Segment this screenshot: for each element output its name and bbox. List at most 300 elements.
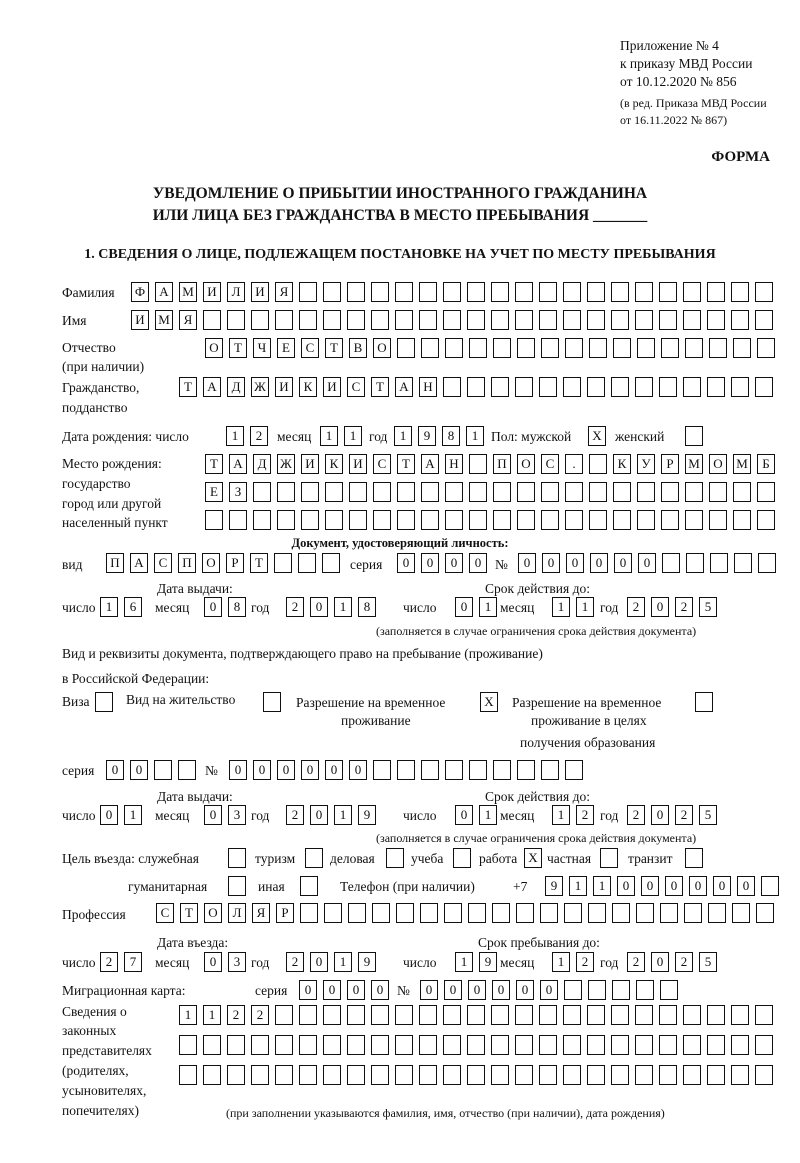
char-cell[interactable]: [515, 282, 533, 302]
char-cell[interactable]: [251, 310, 269, 330]
char-cell[interactable]: [371, 310, 389, 330]
stay-issue-day-field[interactable]: [100, 805, 142, 825]
char-cell[interactable]: [493, 482, 511, 502]
char-cell[interactable]: [709, 510, 727, 530]
char-cell[interactable]: 0: [614, 553, 632, 573]
char-cell[interactable]: [395, 1005, 413, 1025]
char-cell[interactable]: 3: [228, 952, 246, 972]
stay-valid-day-field[interactable]: [455, 805, 497, 825]
surname-field[interactable]: [131, 282, 773, 302]
char-cell[interactable]: [541, 338, 559, 358]
char-cell[interactable]: [372, 903, 390, 923]
char-cell[interactable]: 2: [100, 952, 118, 972]
char-cell[interactable]: [371, 1065, 389, 1085]
char-cell[interactable]: 1: [334, 952, 352, 972]
char-cell[interactable]: [299, 1035, 317, 1055]
char-cell[interactable]: [443, 1005, 461, 1025]
char-cell[interactable]: [565, 510, 583, 530]
temp-residence-edu-checkbox[interactable]: [695, 692, 713, 712]
char-cell[interactable]: 0: [277, 760, 295, 780]
name-field[interactable]: [131, 310, 773, 330]
char-cell[interactable]: [347, 1065, 365, 1085]
char-cell[interactable]: [755, 1035, 773, 1055]
char-cell[interactable]: И: [203, 282, 221, 302]
checkbox-cell[interactable]: [685, 848, 703, 868]
char-cell[interactable]: 0: [106, 760, 124, 780]
sex-female-checkbox[interactable]: [685, 426, 703, 446]
char-cell[interactable]: [419, 1065, 437, 1085]
char-cell[interactable]: [661, 482, 679, 502]
char-cell[interactable]: [324, 903, 342, 923]
char-cell[interactable]: [587, 310, 605, 330]
char-cell[interactable]: Я: [275, 282, 293, 302]
char-cell[interactable]: К: [299, 377, 317, 397]
char-cell[interactable]: [349, 510, 367, 530]
char-cell[interactable]: [154, 760, 172, 780]
char-cell[interactable]: [613, 338, 631, 358]
char-cell[interactable]: [275, 1035, 293, 1055]
char-cell[interactable]: [611, 1035, 629, 1055]
char-cell[interactable]: [659, 1065, 677, 1085]
char-cell[interactable]: [491, 1005, 509, 1025]
char-cell[interactable]: 0: [253, 760, 271, 780]
char-cell[interactable]: [421, 338, 439, 358]
char-cell[interactable]: [349, 482, 367, 502]
visa-checkbox[interactable]: [95, 692, 113, 712]
purpose-study-checkbox[interactable]: [453, 848, 471, 868]
char-cell[interactable]: И: [323, 377, 341, 397]
char-cell[interactable]: Д: [253, 454, 271, 474]
char-cell[interactable]: 0: [651, 597, 669, 617]
char-cell[interactable]: 0: [651, 805, 669, 825]
char-cell[interactable]: 2: [286, 805, 304, 825]
purpose-work-checkbox[interactable]: [524, 848, 542, 868]
char-cell[interactable]: [419, 282, 437, 302]
checkbox-cell[interactable]: X: [524, 848, 542, 868]
char-cell[interactable]: [371, 1005, 389, 1025]
checkbox-cell[interactable]: [453, 848, 471, 868]
char-cell[interactable]: А: [130, 553, 148, 573]
char-cell[interactable]: [298, 553, 316, 573]
migration-series-field[interactable]: [299, 980, 389, 1000]
char-cell[interactable]: [323, 310, 341, 330]
char-cell[interactable]: .: [565, 454, 583, 474]
char-cell[interactable]: [707, 282, 725, 302]
char-cell[interactable]: [683, 1005, 701, 1025]
char-cell[interactable]: 0: [323, 980, 341, 1000]
char-cell[interactable]: 1: [479, 805, 497, 825]
char-cell[interactable]: С: [373, 454, 391, 474]
char-cell[interactable]: [227, 1065, 245, 1085]
char-cell[interactable]: [733, 510, 751, 530]
stay-number-field[interactable]: [229, 760, 583, 780]
birth-year-field[interactable]: [394, 426, 484, 446]
char-cell[interactable]: [469, 482, 487, 502]
char-cell[interactable]: [685, 482, 703, 502]
id-valid-month-field[interactable]: [552, 597, 594, 617]
char-cell[interactable]: [421, 482, 439, 502]
checkbox-cell[interactable]: [263, 692, 281, 712]
stay-series-field[interactable]: [106, 760, 196, 780]
char-cell[interactable]: [491, 310, 509, 330]
char-cell[interactable]: [755, 1005, 773, 1025]
char-cell[interactable]: [323, 282, 341, 302]
stay-year-field[interactable]: [627, 952, 717, 972]
char-cell[interactable]: 3: [228, 805, 246, 825]
char-cell[interactable]: [373, 510, 391, 530]
char-cell[interactable]: В: [349, 338, 367, 358]
char-cell[interactable]: [397, 338, 415, 358]
char-cell[interactable]: 0: [590, 553, 608, 573]
char-cell[interactable]: 0: [689, 876, 707, 896]
char-cell[interactable]: 1: [203, 1005, 221, 1025]
char-cell[interactable]: [756, 903, 774, 923]
char-cell[interactable]: [299, 310, 317, 330]
id-series-field[interactable]: [397, 553, 487, 573]
char-cell[interactable]: [563, 377, 581, 397]
char-cell[interactable]: 8: [358, 597, 376, 617]
char-cell[interactable]: [251, 1065, 269, 1085]
char-cell[interactable]: У: [637, 454, 655, 474]
char-cell[interactable]: 1: [576, 597, 594, 617]
char-cell[interactable]: [229, 510, 247, 530]
char-cell[interactable]: О: [517, 454, 535, 474]
char-cell[interactable]: [347, 1035, 365, 1055]
char-cell[interactable]: [469, 510, 487, 530]
char-cell[interactable]: 2: [675, 597, 693, 617]
char-cell[interactable]: [635, 282, 653, 302]
char-cell[interactable]: [347, 282, 365, 302]
char-cell[interactable]: 0: [540, 980, 558, 1000]
char-cell[interactable]: [275, 1005, 293, 1025]
char-cell[interactable]: [491, 1035, 509, 1055]
reps-field-1[interactable]: [179, 1005, 773, 1025]
char-cell[interactable]: [611, 377, 629, 397]
char-cell[interactable]: [659, 310, 677, 330]
char-cell[interactable]: [445, 482, 463, 502]
char-cell[interactable]: [684, 903, 702, 923]
char-cell[interactable]: 0: [492, 980, 510, 1000]
char-cell[interactable]: [467, 282, 485, 302]
char-cell[interactable]: [277, 482, 295, 502]
char-cell[interactable]: 7: [124, 952, 142, 972]
char-cell[interactable]: 1: [334, 597, 352, 617]
char-cell[interactable]: [467, 310, 485, 330]
char-cell[interactable]: [541, 760, 559, 780]
char-cell[interactable]: [755, 1065, 773, 1085]
char-cell[interactable]: [539, 1035, 557, 1055]
char-cell[interactable]: 0: [310, 952, 328, 972]
char-cell[interactable]: Е: [205, 482, 223, 502]
char-cell[interactable]: [467, 377, 485, 397]
char-cell[interactable]: 2: [251, 1005, 269, 1025]
purpose-other-checkbox[interactable]: [300, 876, 318, 896]
char-cell[interactable]: Р: [276, 903, 294, 923]
char-cell[interactable]: [686, 553, 704, 573]
char-cell[interactable]: [397, 510, 415, 530]
char-cell[interactable]: [707, 1005, 725, 1025]
char-cell[interactable]: [563, 1035, 581, 1055]
char-cell[interactable]: [299, 1005, 317, 1025]
char-cell[interactable]: [589, 482, 607, 502]
char-cell[interactable]: [469, 338, 487, 358]
char-cell[interactable]: [469, 454, 487, 474]
char-cell[interactable]: [373, 760, 391, 780]
char-cell[interactable]: [493, 510, 511, 530]
char-cell[interactable]: А: [203, 377, 221, 397]
char-cell[interactable]: [708, 903, 726, 923]
char-cell[interactable]: 1: [569, 876, 587, 896]
char-cell[interactable]: [371, 1035, 389, 1055]
char-cell[interactable]: [733, 338, 751, 358]
char-cell[interactable]: [589, 338, 607, 358]
char-cell[interactable]: [757, 510, 775, 530]
char-cell[interactable]: [275, 310, 293, 330]
char-cell[interactable]: Л: [227, 282, 245, 302]
sex-male-checkbox[interactable]: [588, 426, 606, 446]
char-cell[interactable]: 9: [418, 426, 436, 446]
char-cell[interactable]: 2: [227, 1005, 245, 1025]
char-cell[interactable]: [660, 903, 678, 923]
char-cell[interactable]: [419, 1035, 437, 1055]
char-cell[interactable]: [755, 282, 773, 302]
stay-valid-year-field[interactable]: [627, 805, 717, 825]
char-cell[interactable]: [564, 980, 582, 1000]
char-cell[interactable]: [683, 377, 701, 397]
char-cell[interactable]: [395, 1065, 413, 1085]
char-cell[interactable]: [517, 510, 535, 530]
stay-issue-month-field[interactable]: [204, 805, 246, 825]
char-cell[interactable]: [275, 1065, 293, 1085]
char-cell[interactable]: [707, 1065, 725, 1085]
stay-valid-month-field[interactable]: [552, 805, 594, 825]
char-cell[interactable]: [589, 510, 607, 530]
char-cell[interactable]: 0: [349, 760, 367, 780]
char-cell[interactable]: [397, 760, 415, 780]
char-cell[interactable]: [709, 482, 727, 502]
char-cell[interactable]: Р: [661, 454, 679, 474]
char-cell[interactable]: Т: [250, 553, 268, 573]
entry-year-field[interactable]: [286, 952, 376, 972]
id-issue-day-field[interactable]: [100, 597, 142, 617]
char-cell[interactable]: 2: [627, 952, 645, 972]
char-cell[interactable]: 1: [552, 805, 570, 825]
char-cell[interactable]: 0: [651, 952, 669, 972]
char-cell[interactable]: А: [395, 377, 413, 397]
char-cell[interactable]: С: [541, 454, 559, 474]
char-cell[interactable]: [635, 1005, 653, 1025]
birthplace-field-1[interactable]: [205, 454, 775, 474]
char-cell[interactable]: 0: [204, 805, 222, 825]
char-cell[interactable]: 1: [466, 426, 484, 446]
char-cell[interactable]: П: [106, 553, 124, 573]
char-cell[interactable]: 0: [325, 760, 343, 780]
char-cell[interactable]: [587, 377, 605, 397]
char-cell[interactable]: И: [131, 310, 149, 330]
entry-month-field[interactable]: [204, 952, 246, 972]
char-cell[interactable]: [757, 338, 775, 358]
char-cell[interactable]: Т: [229, 338, 247, 358]
char-cell[interactable]: [516, 903, 534, 923]
char-cell[interactable]: [707, 377, 725, 397]
char-cell[interactable]: [563, 1065, 581, 1085]
char-cell[interactable]: [323, 1005, 341, 1025]
checkbox-cell[interactable]: [695, 692, 713, 712]
char-cell[interactable]: [636, 903, 654, 923]
char-cell[interactable]: 1: [552, 952, 570, 972]
char-cell[interactable]: Я: [179, 310, 197, 330]
char-cell[interactable]: 8: [442, 426, 460, 446]
char-cell[interactable]: Т: [179, 377, 197, 397]
char-cell[interactable]: [274, 553, 292, 573]
char-cell[interactable]: [731, 310, 749, 330]
char-cell[interactable]: [445, 510, 463, 530]
char-cell[interactable]: [732, 903, 750, 923]
purpose-private-checkbox[interactable]: [600, 848, 618, 868]
char-cell[interactable]: [587, 1005, 605, 1025]
char-cell[interactable]: [515, 1005, 533, 1025]
char-cell[interactable]: [659, 282, 677, 302]
char-cell[interactable]: [731, 282, 749, 302]
char-cell[interactable]: [539, 282, 557, 302]
char-cell[interactable]: [637, 482, 655, 502]
char-cell[interactable]: 0: [310, 805, 328, 825]
char-cell[interactable]: [205, 510, 223, 530]
char-cell[interactable]: [709, 338, 727, 358]
char-cell[interactable]: [755, 310, 773, 330]
char-cell[interactable]: [443, 282, 461, 302]
char-cell[interactable]: [445, 338, 463, 358]
char-cell[interactable]: С: [154, 553, 172, 573]
char-cell[interactable]: [300, 903, 318, 923]
char-cell[interactable]: [611, 310, 629, 330]
char-cell[interactable]: 0: [542, 553, 560, 573]
char-cell[interactable]: 9: [358, 805, 376, 825]
char-cell[interactable]: 2: [576, 805, 594, 825]
char-cell[interactable]: [395, 1035, 413, 1055]
char-cell[interactable]: Т: [397, 454, 415, 474]
char-cell[interactable]: К: [613, 454, 631, 474]
char-cell[interactable]: [565, 760, 583, 780]
char-cell[interactable]: [541, 510, 559, 530]
char-cell[interactable]: [588, 980, 606, 1000]
char-cell[interactable]: 0: [229, 760, 247, 780]
char-cell[interactable]: [493, 338, 511, 358]
char-cell[interactable]: 5: [699, 805, 717, 825]
char-cell[interactable]: [301, 482, 319, 502]
char-cell[interactable]: [539, 1005, 557, 1025]
entry-day-field[interactable]: [100, 952, 142, 972]
char-cell[interactable]: 0: [468, 980, 486, 1000]
char-cell[interactable]: [347, 310, 365, 330]
char-cell[interactable]: 0: [310, 597, 328, 617]
char-cell[interactable]: [564, 903, 582, 923]
char-cell[interactable]: 1: [124, 805, 142, 825]
checkbox-cell[interactable]: [305, 848, 323, 868]
char-cell[interactable]: Е: [277, 338, 295, 358]
birthplace-field-2[interactable]: [205, 482, 775, 502]
char-cell[interactable]: 0: [130, 760, 148, 780]
char-cell[interactable]: [467, 1035, 485, 1055]
char-cell[interactable]: [251, 1035, 269, 1055]
char-cell[interactable]: [611, 1005, 629, 1025]
id-issue-year-field[interactable]: [286, 597, 376, 617]
checkbox-cell[interactable]: [95, 692, 113, 712]
char-cell[interactable]: [563, 282, 581, 302]
char-cell[interactable]: [253, 482, 271, 502]
citizenship-field[interactable]: [179, 377, 773, 397]
char-cell[interactable]: [467, 1065, 485, 1085]
char-cell[interactable]: З: [229, 482, 247, 502]
char-cell[interactable]: [563, 1005, 581, 1025]
char-cell[interactable]: 9: [545, 876, 563, 896]
char-cell[interactable]: [347, 1005, 365, 1025]
char-cell[interactable]: 2: [576, 952, 594, 972]
char-cell[interactable]: [612, 903, 630, 923]
char-cell[interactable]: 1: [344, 426, 362, 446]
char-cell[interactable]: [563, 310, 581, 330]
char-cell[interactable]: 1: [455, 952, 473, 972]
char-cell[interactable]: 9: [358, 952, 376, 972]
char-cell[interactable]: [637, 338, 655, 358]
char-cell[interactable]: М: [155, 310, 173, 330]
migration-number-field[interactable]: [420, 980, 678, 1000]
char-cell[interactable]: [565, 482, 583, 502]
char-cell[interactable]: [710, 553, 728, 573]
char-cell[interactable]: Ч: [253, 338, 271, 358]
char-cell[interactable]: [421, 760, 439, 780]
char-cell[interactable]: [685, 338, 703, 358]
char-cell[interactable]: [661, 338, 679, 358]
char-cell[interactable]: 0: [455, 597, 473, 617]
char-cell[interactable]: [322, 553, 340, 573]
char-cell[interactable]: 1: [593, 876, 611, 896]
birth-day-field[interactable]: [226, 426, 268, 446]
char-cell[interactable]: 2: [250, 426, 268, 446]
char-cell[interactable]: Т: [180, 903, 198, 923]
purpose-business-checkbox[interactable]: [386, 848, 404, 868]
residence-permit-checkbox[interactable]: [263, 692, 281, 712]
char-cell[interactable]: [203, 310, 221, 330]
char-cell[interactable]: [587, 282, 605, 302]
char-cell[interactable]: [757, 482, 775, 502]
char-cell[interactable]: [419, 310, 437, 330]
birth-month-field[interactable]: [320, 426, 362, 446]
checkbox-cell[interactable]: [228, 848, 246, 868]
char-cell[interactable]: [419, 1005, 437, 1025]
char-cell[interactable]: 0: [301, 760, 319, 780]
checkbox-cell[interactable]: X: [480, 692, 498, 712]
char-cell[interactable]: [491, 377, 509, 397]
checkbox-cell[interactable]: X: [588, 426, 606, 446]
char-cell[interactable]: [636, 980, 654, 1000]
char-cell[interactable]: [179, 1065, 197, 1085]
char-cell[interactable]: О: [373, 338, 391, 358]
char-cell[interactable]: И: [251, 282, 269, 302]
char-cell[interactable]: [587, 1065, 605, 1085]
char-cell[interactable]: [491, 1065, 509, 1085]
id-number-field[interactable]: [518, 553, 776, 573]
char-cell[interactable]: 0: [299, 980, 317, 1000]
char-cell[interactable]: [443, 1065, 461, 1085]
char-cell[interactable]: [707, 1035, 725, 1055]
char-cell[interactable]: [443, 377, 461, 397]
birthplace-field-3[interactable]: [205, 510, 775, 530]
char-cell[interactable]: [661, 510, 679, 530]
phone-field[interactable]: [545, 876, 779, 896]
char-cell[interactable]: 0: [617, 876, 635, 896]
char-cell[interactable]: И: [275, 377, 293, 397]
